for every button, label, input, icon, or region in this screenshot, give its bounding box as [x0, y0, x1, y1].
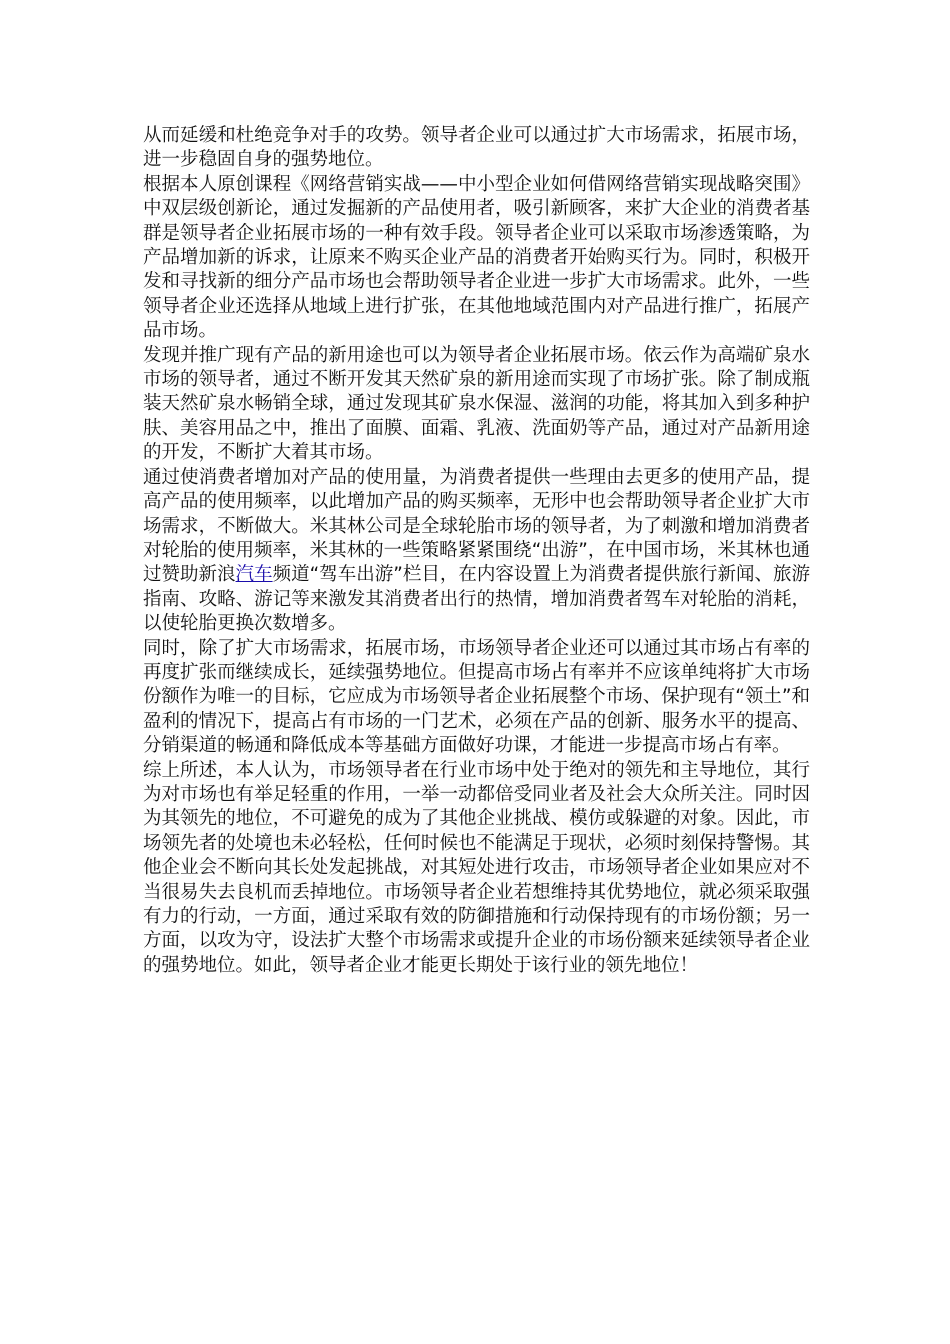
paragraph-6: 综上所述，本人认为，市场领导者在行业市场中处于绝对的领先和主导地位，其行为对市场也有举足轻重的作用，一举一动都倍受同业者及社会大众所关注。同时因为其领先的地位，不可避免的成为了其他企业挑战、模仿或躲避的对象。因此，市场领先者的处境也未必轻松，任何时候也不能满足于现状，必须时刻保持警惕。其他企业会不断向其长处发起挑战，对其短处进行攻击，市场领导者企业如果应对不当很易失去良机而丢掉地位。市场领导者企业若想维持其优势地位，就必须采取强有力的行动，一方面，通过采取有效的防御措施和行动保持现有的市场份额；另一方面，以攻为守，设法扩大整个市场需求或提升企业的市场份额来延续领导者企业的强势地位。如此，领导者企业才能更长期处于该行业的领先地位！ — [143, 759, 810, 976]
paragraph-1: 从而延缓和杜绝竞争对手的攻势。领导者企业可以通过扩大市场需求，拓展市场，进一步稳固自身的强势地位。 — [143, 125, 810, 171]
paragraph-5: 同时，除了扩大市场需求，拓展市场，市场领导者企业还可以通过其市场占有率的再度扩张而继续成长，延续强势地位。但提高市场占有率并不应该单纯将扩大市场份额作为唯一的目标，它应成为市场领导者企业拓展整个市场、保护现有“领土”和盈利的情况下，提高占有市场的一门艺术，必须在产品的创新、服务水平的提高、分销渠道的畅通和降低成本等基础方面做好功课，才能进一步提高市场占有率。 — [143, 637, 810, 757]
paragraph-3: 发现并推广现有产品的新用途也可以为领导者企业拓展市场。依云作为高端矿泉水市场的领导者，通过不断开发其天然矿泉的新用途而实现了市场扩张。除了制成瓶装天然矿泉水畅销全球，通过发现其矿泉水保湿、滋润的功能，将其加入到多种护肤、美容用品之中，推出了面膜、面霜、乳液、洗面奶等产品，通过对产品新用途的开发，不断扩大着其市场。 — [143, 344, 810, 464]
auto-channel-link[interactable]: 汽车 — [235, 564, 273, 586]
article-body — [143, 124, 810, 978]
paragraph-4 — [143, 466, 810, 637]
paragraph-2: 根据本人原创课程《网络营销实战——中小型企业如何借网络营销实现战略突围》中双层级创新论，通过发掘新的产品使用者，吸引新顾客，来扩大企业的消费者基群是领导者企业拓展市场的一种有效手段。领导者企业可以采取市场渗透策略，为产品增加新的诉求，让原来不购买企业产品的消费者开始购买行为。同时，积极开发和寻找新的细分产品市场也会帮助领导者企业进一步扩大市场需求。此外，一些领导者企业还选择从地域上进行扩张，在其他地域范围内对产品进行推广，拓展产品市场。 — [143, 173, 810, 342]
paragraph-4-text-after-link: 频道“驾车出游”栏目，在内容设置上为消费者提供旅行新闻、旅游指南、攻略、游记等来激发其消费者出行的热情，增加消费者驾车对轮胎的消耗，以使轮胎更换次数增多。 — [143, 564, 810, 635]
paragraph-4-text-before-link: 通过使消费者增加对产品的使用量，为消费者提供一些理由去更多的使用产品，提高产品的使用频率，以此增加产品的购买频率，无形中也会帮助领导者企业扩大市场需求，不断做大。米其林公司是全球轮胎市场的领导者，为了刺激和增加消费者对轮胎的使用频率，米其林的一些策略紧紧围绕“出游”，在中国市场，米其林也通过赞助新浪 — [143, 466, 810, 586]
